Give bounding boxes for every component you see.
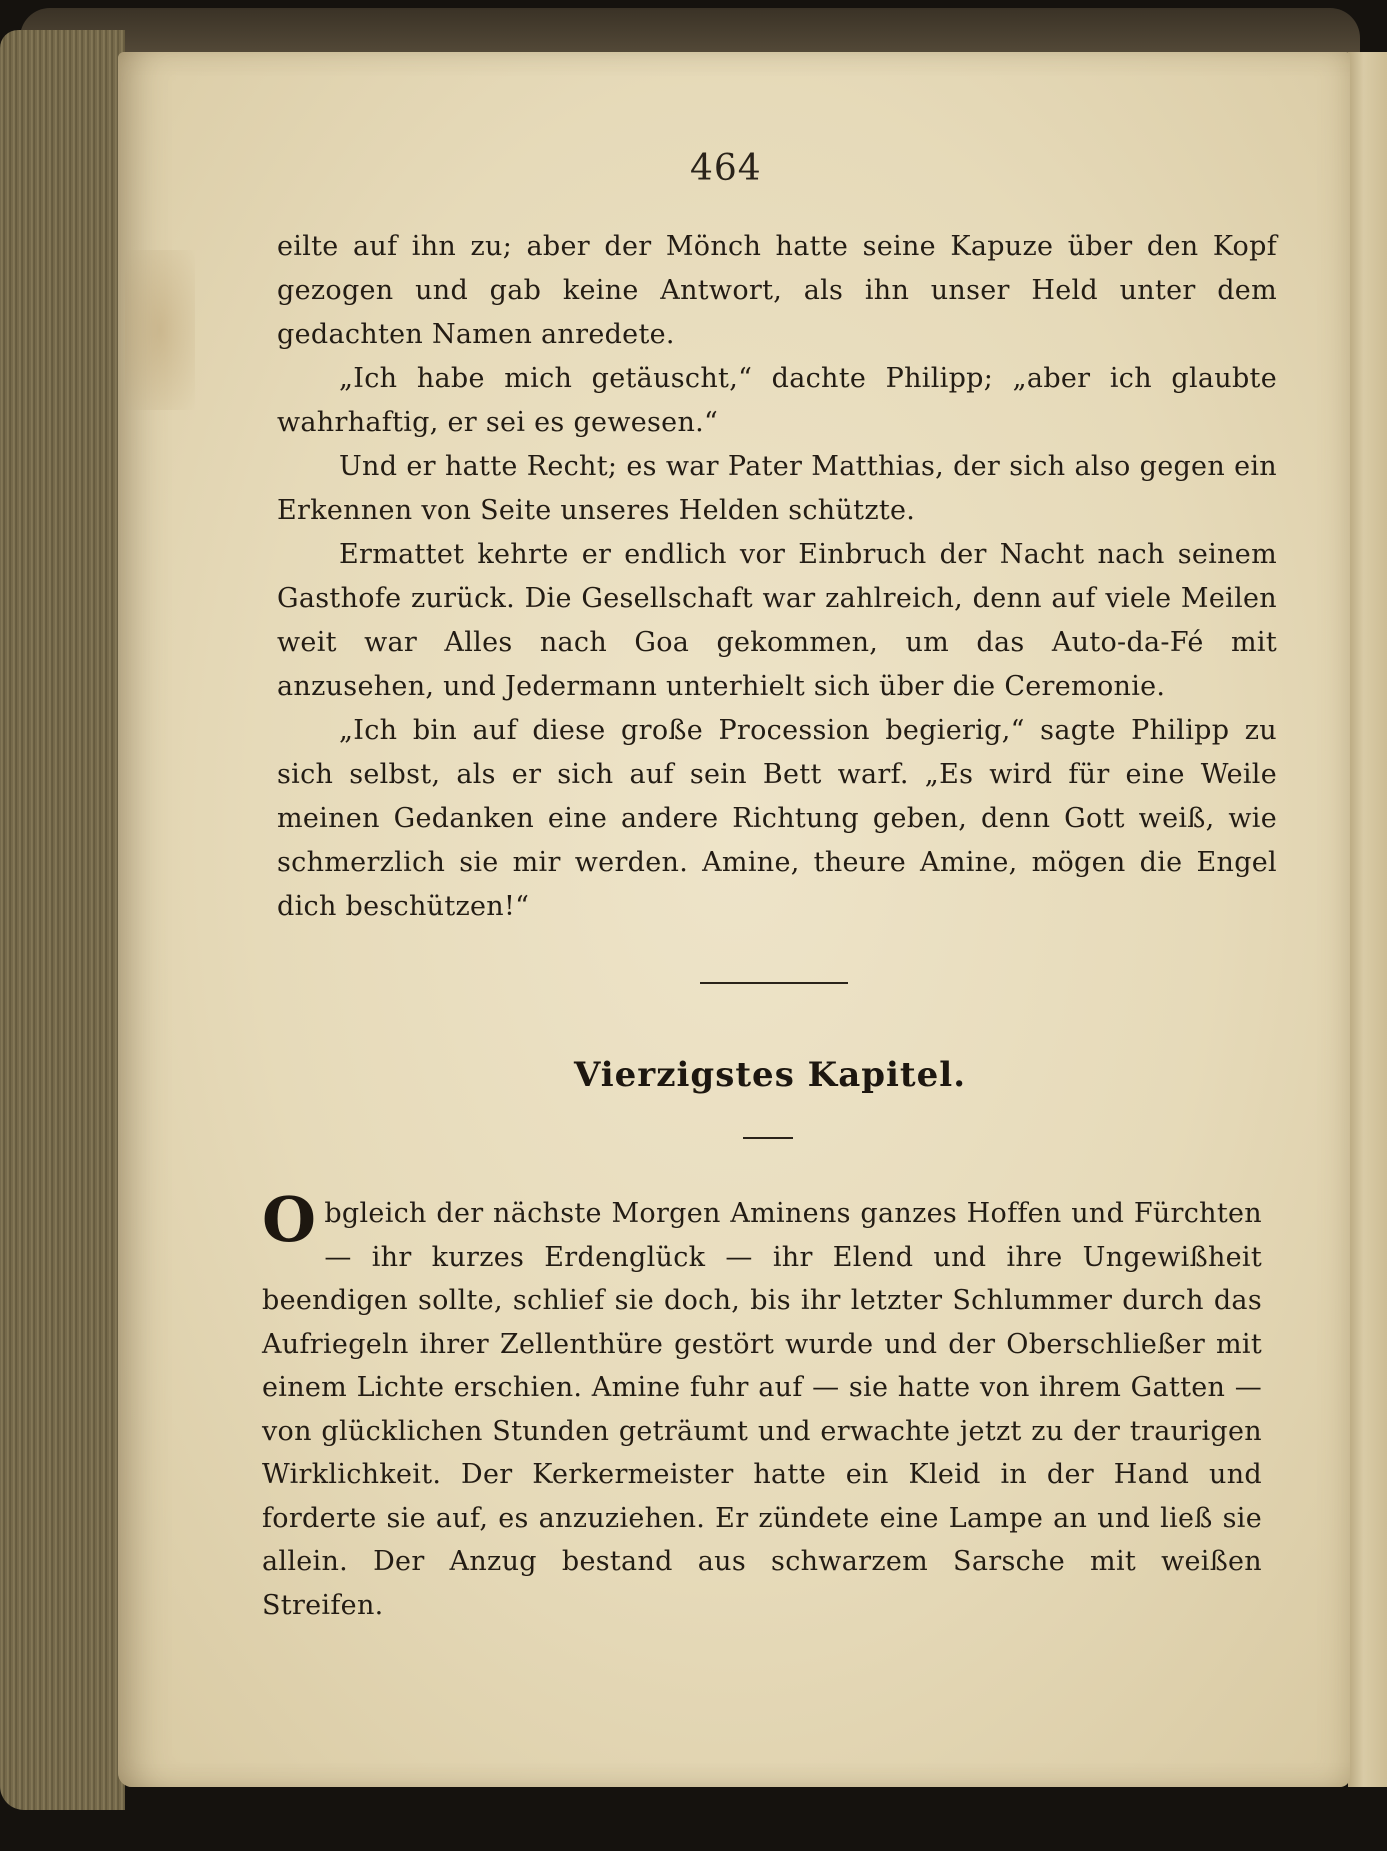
chapter-paragraph-text: bgleich der nächste Morgen Aminens ganzes Hoffen und Fürchten — ihr kurzes Erdenglück — ihr Elend und ihre Ungewißheit beendigen sollte, schlief sie doch, bis ihr letzter Schlummer durch das Aufriegeln ihrer Zellenthüre gestört wurde und der Oberschließer mit einem Lichte erschien. Amine fuhr auf — sie hatte von ihrem Gatten — von glücklichen Stunden geträumt und erwachte jetzt zu der traurigen Wirklichkeit. Der Kerkermeister hatte ein Kleid in der Hand und forderte sie auf, es anzuziehen. Er zündete eine Lampe an und ließ sie allein. Der Anzug bestand aus schwarzem Sarsche mit weißen Streifen. — [262, 1198, 1262, 1621]
paragraph: „Ich bin auf diese große Procession begierig,“ sagte Philipp zu sich selbst, als er sich auf sein Bett warf. „Es wird für eine Weile meinen Gedanken eine andere Richtung geben, denn Gott weiß, wie schmerzlich sie mir werden. Amine, theure Amine, mögen die Engel dich beschützen!“ — [277, 715, 1277, 922]
body-text-chapter — [262, 1183, 1262, 1627]
page-block-edge — [0, 30, 125, 1810]
section-divider — [700, 982, 848, 984]
drop-cap: O — [262, 1183, 317, 1256]
page-number: 464 — [690, 148, 762, 189]
chapter-title: Vierzigstes Kapitel. — [573, 1055, 967, 1095]
paragraph: Und er hatte Recht; es war Pater Matthias, der sich also gegen ein Erkennen von Seite unseres Helden schützte. — [277, 451, 1277, 526]
title-divider — [743, 1137, 793, 1139]
facing-page-edge — [1348, 52, 1387, 1787]
body-text-top — [277, 225, 1277, 929]
chapter-paragraph — [262, 1183, 1262, 1627]
paper-stain — [125, 250, 195, 410]
paragraph: eilte auf ihn zu; aber der Mönch hatte seine Kapuze über den Kopf gezogen und gab keine Antwort, als ihn unser Held unter dem gedachten Namen anredete. — [277, 231, 1277, 350]
paragraph: „Ich habe mich getäuscht,“ dachte Philipp; „aber ich glaubte wahrhaftig, er sei es gewesen.“ — [277, 363, 1277, 438]
paragraph: Ermattet kehrte er endlich vor Einbruch der Nacht nach seinem Gasthofe zurück. Die Gesellschaft war zahlreich, denn auf viele Meilen weit war Alles nach Goa gekommen, um das Auto-da-Fé mit anzusehen, und Jedermann unterhielt sich über die Ceremonie. — [277, 539, 1277, 702]
